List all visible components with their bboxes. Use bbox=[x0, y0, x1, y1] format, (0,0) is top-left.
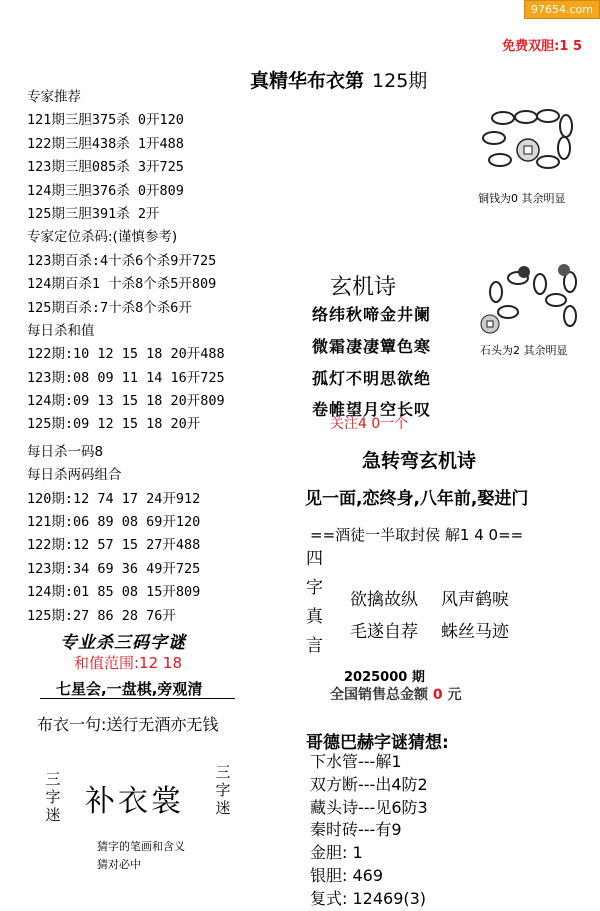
free-pick: 免费双胆:1 5 bbox=[502, 39, 582, 54]
hint-text: 猜对必中 bbox=[97, 858, 141, 871]
list-item: 123期百杀:4十杀6个杀9开725 bbox=[27, 252, 217, 269]
follow-note: 关注4 0一个 bbox=[330, 416, 409, 432]
poem-line: 孤灯不明思欲绝 bbox=[312, 369, 432, 388]
list-item: 银胆: 469 bbox=[310, 865, 384, 885]
page-title bbox=[250, 66, 427, 93]
slogan: 七星会,一盘棋,旁观清 bbox=[56, 680, 203, 698]
side-label-left: 三字迷 bbox=[45, 770, 61, 824]
poem-line: 络纬秋啼金井阑 bbox=[312, 305, 432, 324]
list-item: 藏头诗---见6防3 bbox=[310, 797, 428, 817]
list-item: 124期百杀1 十杀8个杀5开809 bbox=[27, 276, 217, 293]
stones-caption: 石头为2 其余明显 bbox=[480, 344, 568, 357]
list-item: 122期三胆438杀 1开488 bbox=[27, 135, 184, 152]
jiutu-line: ==酒徒一半取封侯 解1 4 0== bbox=[310, 526, 524, 544]
sales-unit: 元 bbox=[447, 687, 462, 703]
list-item: 122期:10 12 15 18 20开488 bbox=[27, 346, 225, 363]
position-title: 专家定位杀码:(谨慎参考) bbox=[27, 229, 178, 246]
list-item: 125期:09 12 15 18 20开 bbox=[27, 416, 201, 433]
left-predictions bbox=[27, 86, 225, 628]
buyi-line: 布衣一句:送行无酒亦无钱 bbox=[37, 715, 219, 734]
poem-title: 玄机诗 bbox=[330, 275, 397, 300]
turn-line: 见一面,恋终身,八年前,娶进门 bbox=[305, 489, 529, 509]
list-item: 123期三胆085杀 3开725 bbox=[27, 159, 184, 176]
hint-text: 猜字的笔画和含义 bbox=[97, 840, 185, 853]
list-item: 125期百杀:7十杀8个杀6开 bbox=[27, 299, 192, 316]
list-item: 121期:06 89 08 69开120 bbox=[27, 514, 201, 531]
sum-range: 和值范围:12 18 bbox=[74, 654, 182, 672]
goldbach-title: 哥德巴赫字谜猜想: bbox=[306, 733, 449, 753]
list-item: 金胆: 1 bbox=[310, 843, 363, 863]
title-text: 真精华布衣第 bbox=[250, 70, 365, 92]
divider bbox=[40, 698, 235, 699]
list-item: 秦时砖---有9 bbox=[310, 820, 402, 840]
list-item: 124期:09 13 15 18 20开809 bbox=[27, 393, 225, 410]
riddle-word: 补衣裳 bbox=[85, 784, 184, 819]
expert-title: 专家推荐 bbox=[27, 89, 81, 105]
coins-caption: 铜钱为0 其余明显 bbox=[478, 192, 566, 205]
coin-chain-illustration bbox=[478, 100, 588, 190]
stone-chain-illustration bbox=[478, 262, 588, 340]
idiom: 风声鹤唳 bbox=[441, 590, 509, 610]
kill-two-title: 每日杀两码组合 bbox=[27, 467, 122, 484]
sales-label: 全国销售总金额 bbox=[330, 687, 428, 703]
sales-total bbox=[330, 684, 462, 704]
list-item: 121期三胆375杀 0开120 bbox=[27, 112, 184, 129]
idiom: 欲擒故纵 bbox=[350, 590, 418, 610]
four-words-label: 四字真言 bbox=[306, 549, 323, 656]
poem-line: 微霜凄凄簟色寒 bbox=[312, 337, 432, 356]
list-item: 124期三胆376杀 0开809 bbox=[27, 182, 184, 199]
site-badge[interactable]: 97654.com bbox=[524, 0, 600, 19]
riddle-title: 专业杀三码字谜 bbox=[60, 633, 186, 653]
list-item: 复式: 12469(3) bbox=[310, 888, 427, 908]
daily-sum-title: 每日杀和值 bbox=[27, 322, 95, 339]
turn-title: 急转弯玄机诗 bbox=[362, 450, 477, 472]
list-item: 125期三胆391杀 2开 bbox=[27, 205, 160, 222]
sales-value: 0 bbox=[432, 687, 443, 703]
list-item: 123期:08 09 11 14 16开725 bbox=[27, 369, 225, 386]
list-item: 125期:27 86 28 76开 bbox=[27, 607, 176, 624]
idiom: 蛛丝马迹 bbox=[441, 622, 509, 642]
list-item: 120期:12 74 17 24开912 bbox=[27, 490, 201, 507]
issue-number: 125期 bbox=[372, 70, 428, 92]
list-item: 122期:12 57 15 27开488 bbox=[27, 537, 201, 554]
period-label: 2025000 期 bbox=[344, 670, 425, 685]
idiom: 毛遂自荐 bbox=[350, 622, 418, 642]
kill-one: 每日杀一码8 bbox=[27, 443, 104, 460]
list-item: 双方断---出4防2 bbox=[310, 774, 428, 794]
list-item: 123期:34 69 36 49开725 bbox=[27, 560, 201, 577]
list-item: 124期:01 85 08 15开809 bbox=[27, 584, 201, 601]
side-label-right: 三字迷 bbox=[215, 763, 231, 817]
poem-line: 卷帷望月空长叹 bbox=[312, 400, 432, 419]
list-item: 下水管---解1 bbox=[310, 752, 402, 771]
clue-list bbox=[310, 751, 428, 911]
